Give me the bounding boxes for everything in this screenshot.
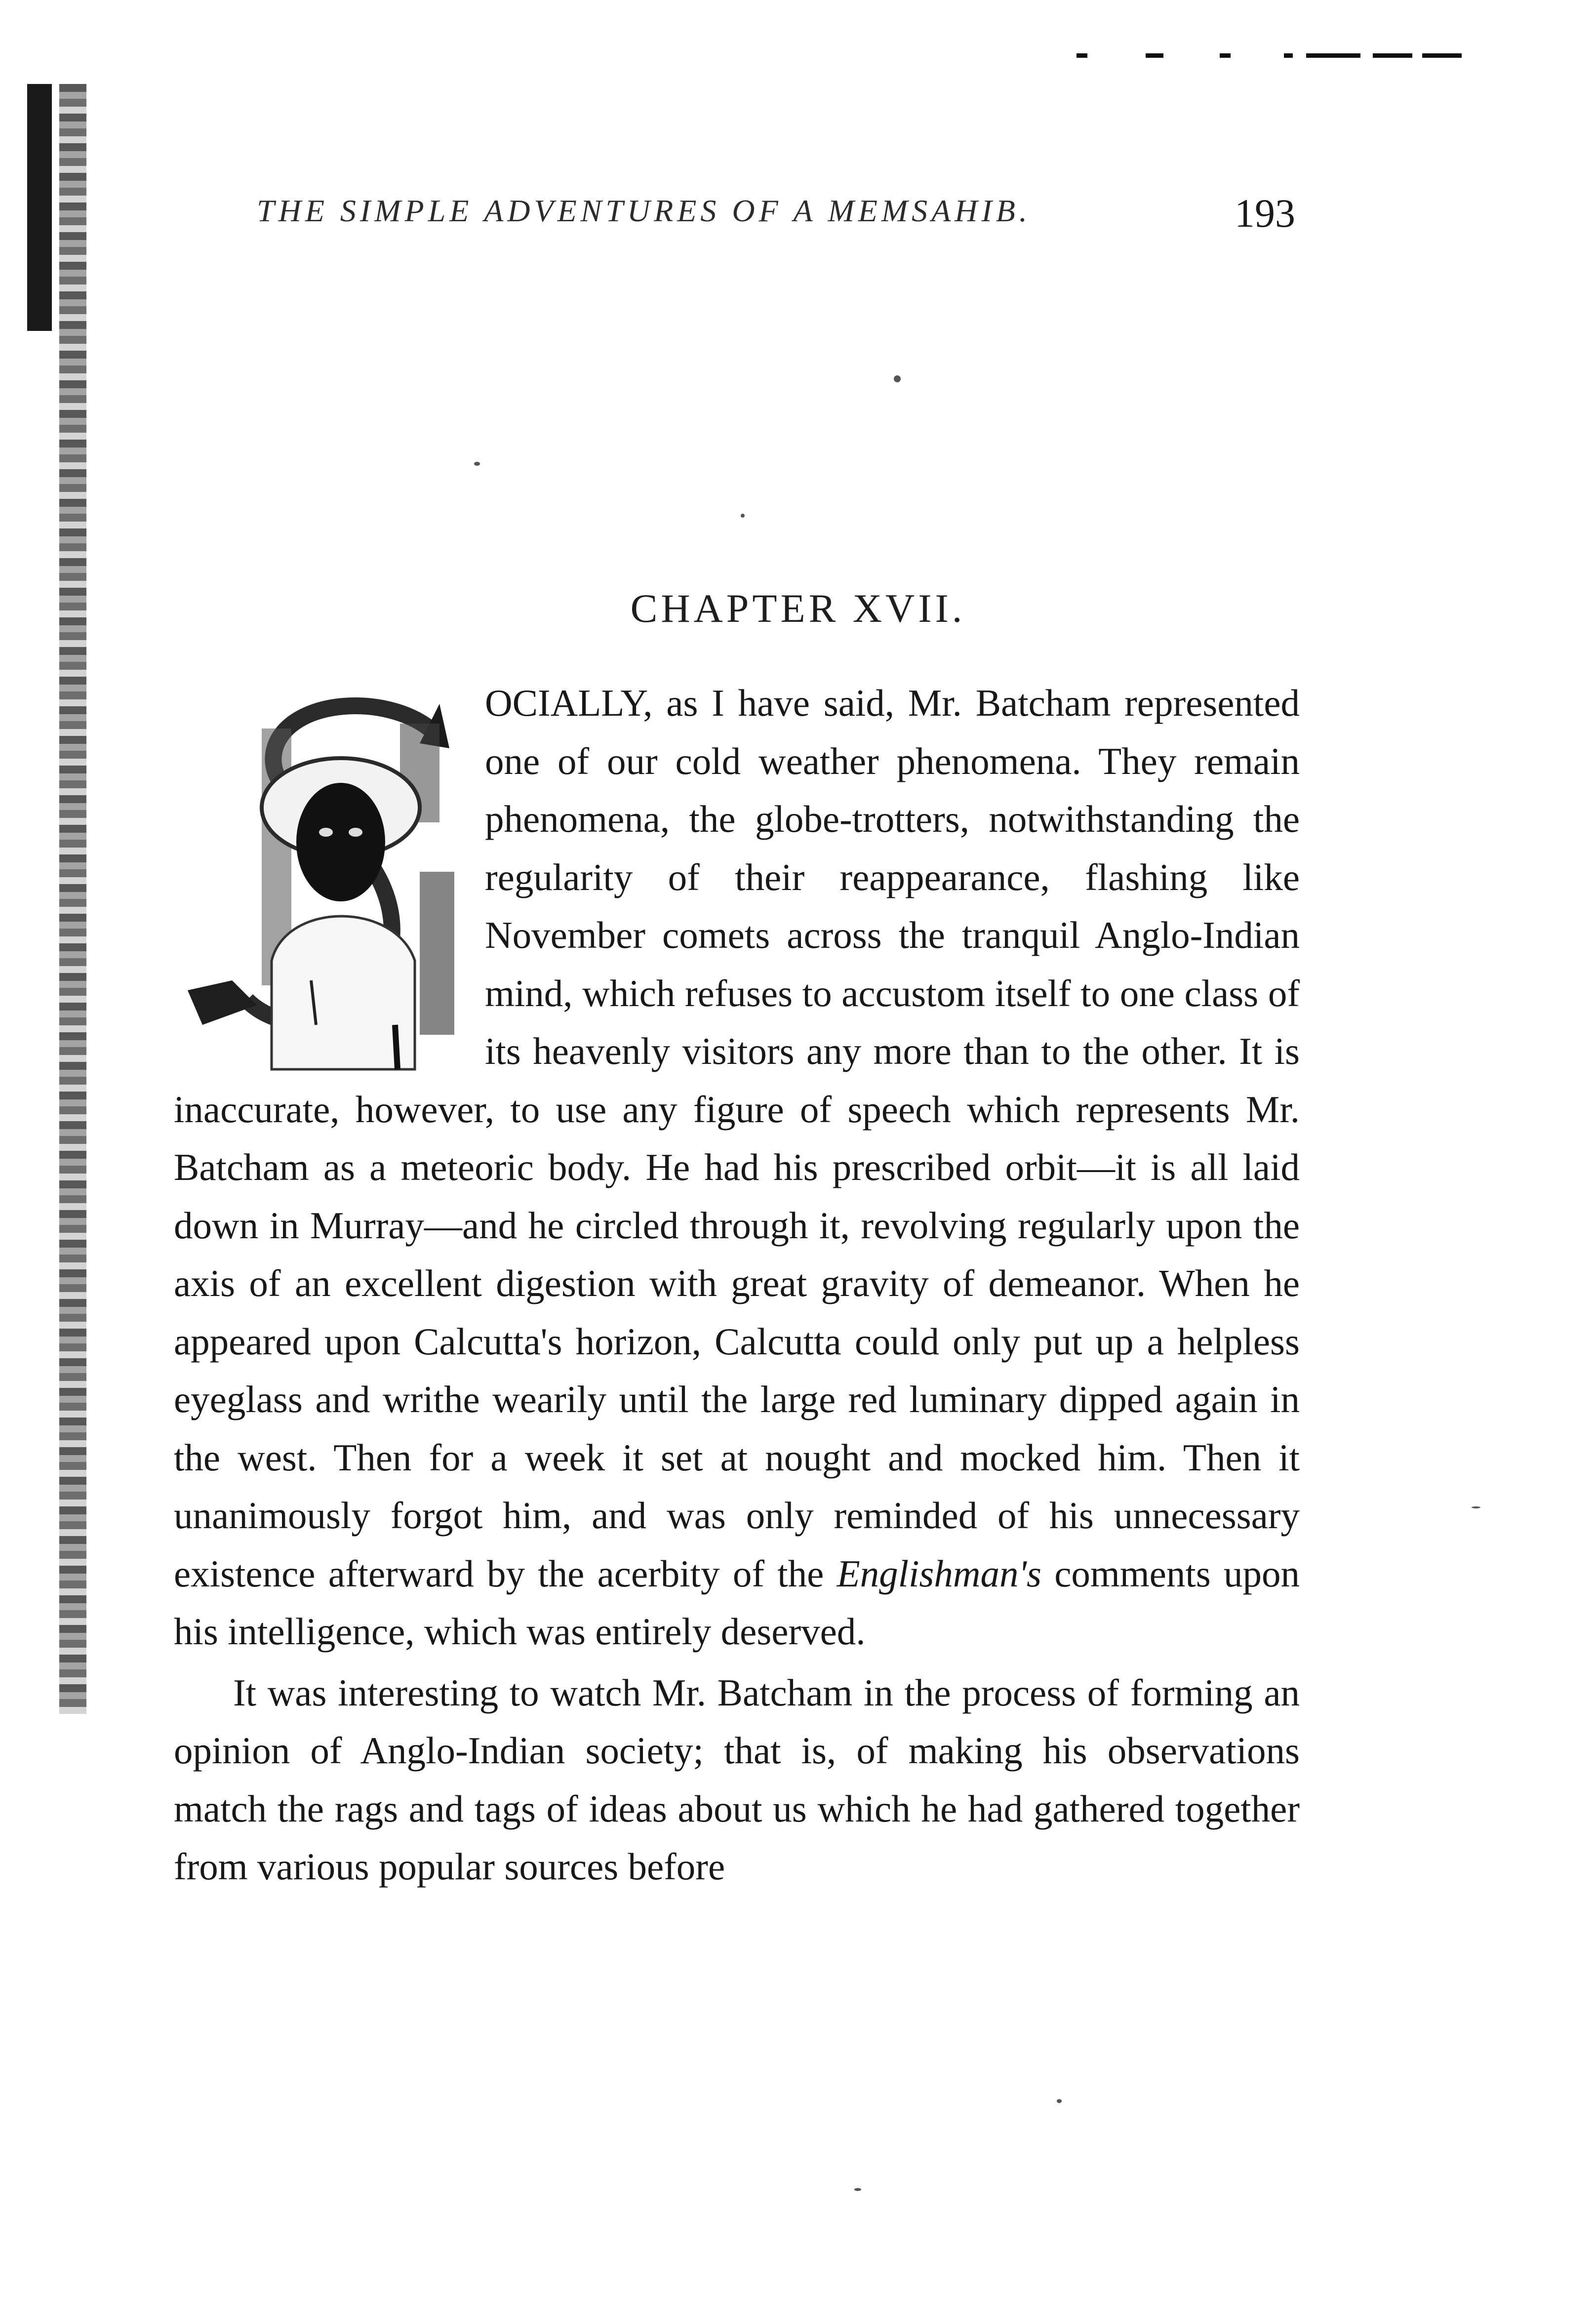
book-spine-edge [0,84,99,1714]
paragraph-text-end: comments upon his intelligence, which was entirely deserved. [174,1552,1300,1653]
page-header [0,183,1596,247]
drop-cap-space [174,674,470,1064]
paragraph-text-start: OCIALLY, as I have said, Mr. Batcham represented one of our cold weather phenomena. They remain phenomena, the globe-trotters, notwithstanding the regularity of their reappearance, flashing like November comets across the tranquil Anglo-Indian mind, which refuses to accustom itself to one class of its heavenly visitors any more than to the other. It is inaccurate, however, to use any figure of speech which represents Mr. Batcham as a meteoric body. He had his prescribed orbit—it is all laid down in Murray—and he circled through it, revolving regularly upon the axis of an excellent digestion with great gravity of demeanor. When he appeared upon Calcutta's horizon, Calcutta could only put up a helpless eyeglass and writhe wearily until the large red luminary dipped again in the west. Then for a week it set at nought and mocked him. Then it unanimously forgot him, and was only reminded of his unnecessary existence afterward by the acerbity of the [174,682,1300,1595]
italic-title: Englishman's [837,1552,1041,1595]
page-body [174,674,1300,1896]
page-number: 193 [1235,191,1295,236]
chapter-title: CHAPTER XVII. [630,586,966,631]
running-title: THE SIMPLE ADVENTURES OF A MEMSAHIB. [257,193,1031,228]
paragraph: It was interesting to watch Mr. Batcham in the process of forming an opinion of Anglo-Indian society; that is, of making his observations match the rags and tags of ideas about us which he had gathered together from various popular sources before [174,1671,1300,1888]
top-edge-marks [1077,53,1462,58]
